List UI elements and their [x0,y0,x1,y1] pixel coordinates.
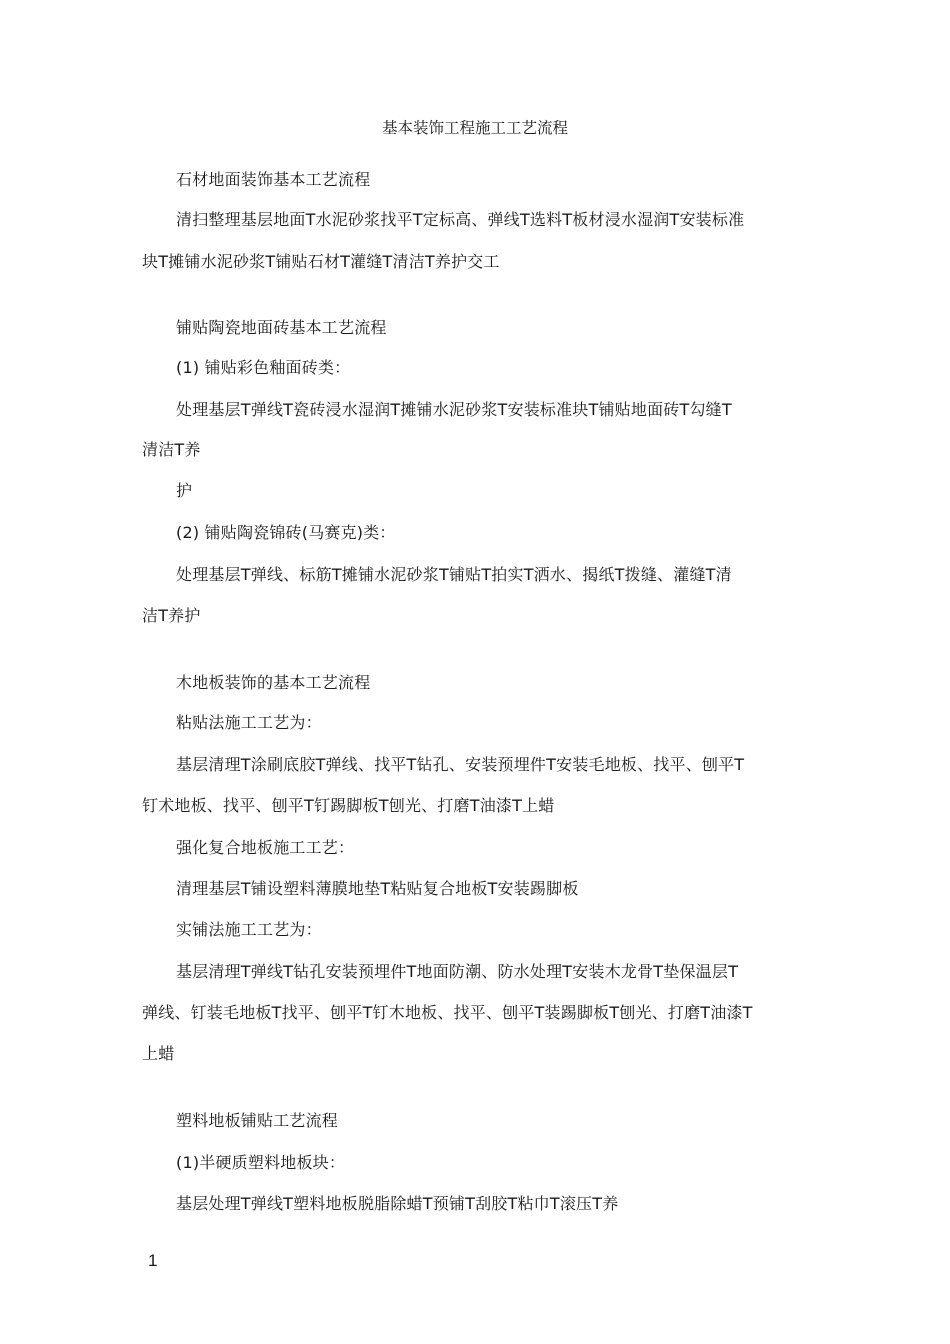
paragraph-line: 清洁T养 [142,440,201,459]
paragraph-line: 护 [176,481,193,500]
paragraph-line: 洁T养护 [142,606,201,625]
paragraph-line: 处理基层T弹线T瓷砖浸水湿润T摊铺水泥砂浆T安装标准块T铺贴地面砖T勾缝T [176,400,732,419]
sub-heading-semi-rigid: (1)半硬质塑料地板块： [176,1153,346,1172]
paragraph-line: 基层清理T弹线T钻孔安装预埋件T地面防潮、防水处理T安装木龙骨T垫保温层T [176,962,739,981]
page-number: 1 [148,1251,158,1270]
section-heading-plastic-floor: 塑料地板铺贴工艺流程 [176,1111,339,1130]
sub-heading-mosaic: (2) 铺贴陶瓷锦砖(马赛克)类： [176,523,396,542]
paragraph-line: 处理基层T弹线、标筋T摊铺水泥砂浆T铺贴T拍实T洒水、揭纸T拨缝、灌缝T清 [176,565,732,584]
paragraph-line: 块T摊铺水泥砂浆T铺贴石材T灌缝T清洁T养护交工 [142,252,500,271]
section-heading-wood-floor: 木地板装饰的基本工艺流程 [176,673,371,692]
section-heading-stone-floor: 石材地面装饰基本工艺流程 [176,170,371,189]
section-heading-ceramic-tile: 铺贴陶瓷地面砖基本工艺流程 [176,318,387,337]
paragraph-line: 基层清理T涂刷底胶T弹线、找平T钻孔、安装预埋件T安装毛地板、找平、刨平T [176,755,745,774]
paragraph-line: 钉术地板、找平、刨平T钉踢脚板T刨光、打磨T油漆T上蜡 [142,796,555,815]
paragraph-line: 清理基层T铺设塑料薄膜地垫T粘贴复合地板T安装踢脚板 [176,879,579,898]
sub-heading-laminate: 强化复合地板施工工艺： [176,838,355,857]
paragraph-line: 上蜡 [142,1044,175,1063]
paragraph-line: 基层处理T弹线T塑料地板脱脂除蜡T预铺T刮胶T粘巾T滚压T养 [176,1194,619,1213]
sub-heading-glazed-tile: (1) 铺贴彩色釉面砖类： [176,358,351,377]
document-title: 基本装饰工程施工工艺流程 [381,119,568,137]
sub-heading-glue-method: 粘贴法施工工艺为： [176,713,322,732]
paragraph-line: 弹线、钉装毛地板T找平、刨平T钉木地板、找平、刨平T装踢脚板T刨光、打磨T油漆T [142,1003,753,1022]
paragraph-line: 清扫整理基层地面T水泥砂浆找平T定标高、弹线T选料T板材浸水湿润T安装标准 [176,210,745,229]
sub-heading-solid-method: 实铺法施工工艺为： [176,920,322,939]
